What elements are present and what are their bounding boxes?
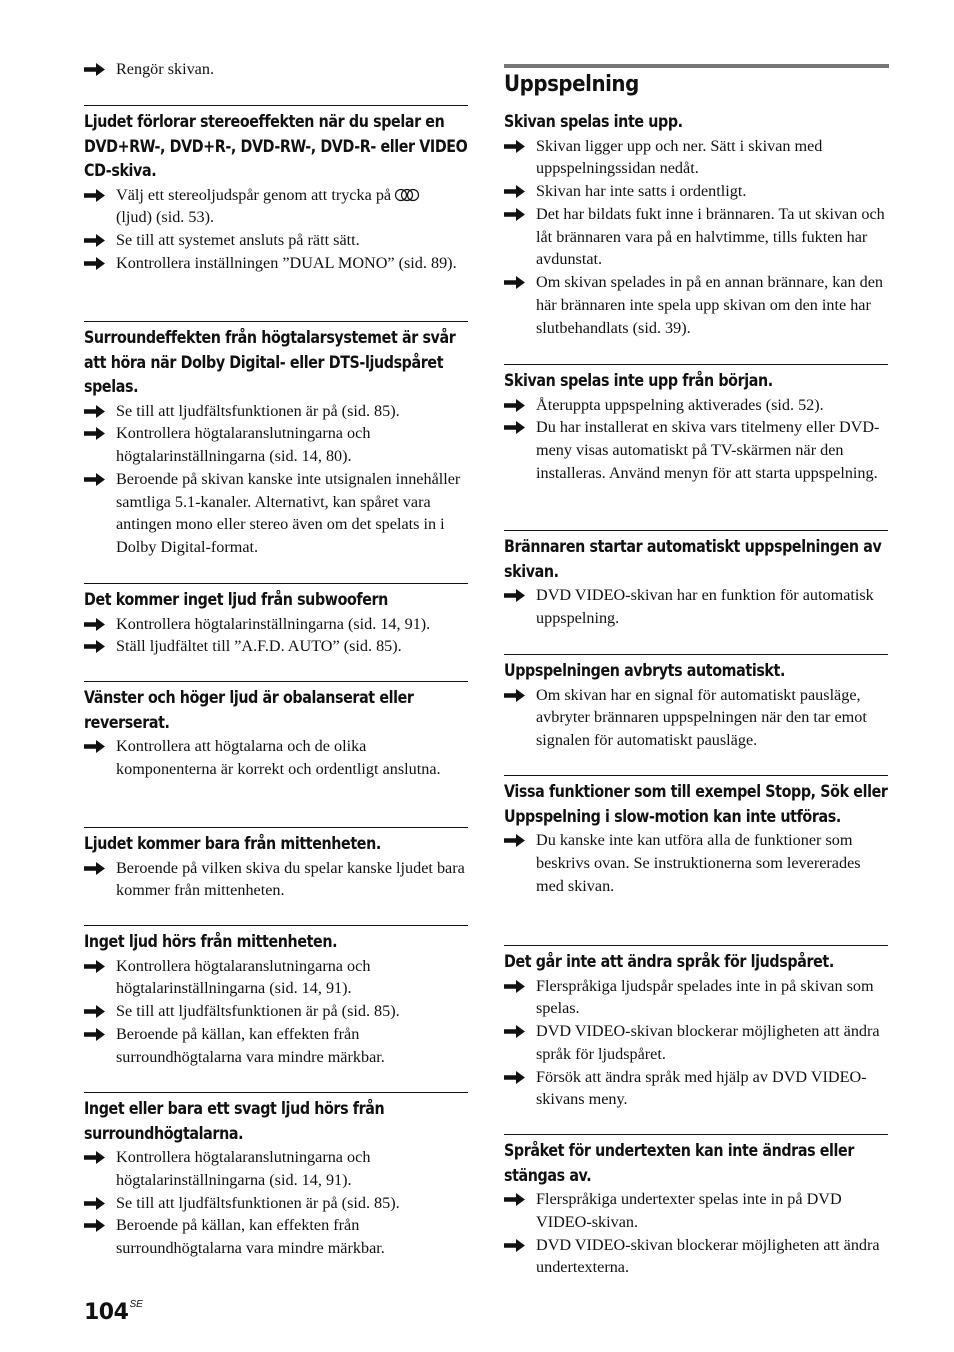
right-arrow-icon [84,234,105,247]
section-heading: Språket för undertexten kan inte ändras eller stängas av. [504,1141,855,1185]
list-item: Flerspråkiga ljudspår spelades inte in på skivan som spelas. [504,975,888,1021]
right-arrow-icon [84,257,105,270]
list-item: Du har installerat en skiva vars titelmeny eller DVD-meny visas automatiskt på TV-skärmen när den installeras. Använd menyn för att starta uppspelning. [504,416,888,484]
list-item: Kontrollera att högtalarna och de olika komponenterna är korrekt och ordentligt anslutna. [84,735,468,781]
list-item: Kontrollera högtalaranslutningarna och högtalarinställningarna (sid. 14, 91). [84,955,468,1001]
section-heading: Inget eller bara ett svagt ljud hörs från surroundhögtalarna. [84,1099,385,1143]
right-arrow-icon [504,276,525,289]
section-heading: Skivan spelas inte upp. [504,112,683,131]
right-arrow-icon [504,980,525,993]
list-item: Om skivan har en signal för automatiskt pausläge, avbryter brännaren uppspelningen när den tar emot signalen för automatiskt pausläge. [504,684,888,752]
list-item: Beroende på källan, kan effekten från surroundhögtalarna vara mindre märkbar. [84,1214,468,1260]
trouble-section [84,925,468,1068]
trouble-section [84,583,468,658]
right-arrow-icon [504,1239,525,1252]
right-arrow-icon [504,834,525,847]
trouble-section [504,110,888,340]
list-item: Se till att ljudfältsfunktionen är på (sid. 85). [84,1192,468,1215]
page-number: $104^{SE}$ [84,1299,143,1325]
page-title: Uppspelning [504,72,639,97]
list-item: Beroende på skivan kanske inte utsignalen innehåller samtliga 5.1-kanaler. Alternativt, kan spåret vara antingen mono eller stereo även om det spelats in i Dolby Digital-format. [84,468,468,559]
audio-button-icon [394,188,420,202]
right-arrow-icon [84,1197,105,1210]
list-item: Det har bildats fukt inne i brännaren. Ta ut skivan och låt brännaren vara på en halvtimme, tills fukten har avdunstat. [504,203,888,271]
right-arrow-icon [504,1071,525,1084]
list-item: Se till att ljudfältsfunktionen är på (sid. 85). [84,1000,468,1023]
list-item: DVD VIDEO-skivan blockerar möjligheten att ändra undertexterna. [504,1234,888,1280]
list-item: Se till att systemet ansluts på rätt sätt. [84,229,468,252]
right-arrow-icon [504,589,525,602]
list-item: Återuppta uppspelning aktiverades (sid. 52). [504,394,888,417]
right-arrow-icon [84,640,105,653]
right-arrow-icon [504,185,525,198]
list-item: Skivan har inte satts i ordentligt. [504,180,888,203]
list-item: DVD VIDEO-skivan blockerar möjligheten att ändra språk för ljudspåret. [504,1020,888,1066]
section-heading: Vänster och höger ljud är obalanserat eller reverserat. [84,688,414,732]
section-heading: Ljudet förlorar stereoeffekten när du spelar en DVD+RW-, DVD+R-, DVD-RW-, DVD-R- eller VIDEO CD-skiva. [84,112,468,180]
right-arrow-icon [84,1028,105,1041]
trouble-section [504,775,888,897]
list-item: Skivan ligger upp och ner. Sätt i skivan med uppspelningssidan nedåt. [504,135,888,181]
trouble-section [84,1092,468,1260]
list-item: Beroende på vilken skiva du spelar kanske ljudet bara kommer från mittenheten. [84,857,468,903]
list-item: Försök att ändra språk med hjälp av DVD VIDEO-skivans meny. [504,1066,888,1112]
section-heading: Inget ljud hörs från mittenheten. [84,932,338,951]
trouble-section [504,945,888,1111]
right-arrow-icon [84,618,105,631]
right-arrow-icon [84,405,105,418]
trouble-section [84,105,468,275]
right-arrow-icon [504,1025,525,1038]
right-arrow-icon [504,1193,525,1206]
list-item: Om skivan spelades in på en annan brännare, kan den här brännaren inte spela upp skivan om den inte har slutbehandlats (sid. 39). [504,271,888,339]
list-item: Kontrollera högtalarinställningarna (sid. 14, 91). [84,613,468,636]
right-arrow-icon [504,208,525,221]
right-arrow-icon [84,189,105,202]
section-heading: Surroundeffekten från högtalarsystemet är svår att höra när Dolby Digital- eller DTS-ljudspåret spelas. [84,328,456,396]
right-arrow-icon [504,689,525,702]
section-heading: Skivan spelas inte upp från början. [504,371,773,390]
right-arrow-icon [84,1005,105,1018]
section-heading: Det kommer inget ljud från subwoofern [84,590,388,609]
list-item: Kontrollera högtalaranslutningarna och högtalarinställningarna (sid. 14, 80). [84,422,468,468]
right-arrow-icon [84,63,105,76]
right-arrow-icon [504,140,525,153]
trouble-section [84,321,468,559]
list-item: Se till att ljudfältsfunktionen är på (sid. 85). [84,400,468,423]
list-item: Välj ett stereoljudspår genom att trycka på (ljud) (sid. 53). [84,184,468,230]
list-item: Flerspråkiga undertexter spelas inte in på DVD VIDEO-skivan. [504,1188,888,1234]
trouble-section [84,827,468,902]
right-arrow-icon [504,399,525,412]
section-title-rule [504,64,889,68]
list-item: Beroende på källan, kan effekten från surroundhögtalarna vara mindre märkbar. [84,1023,468,1069]
list-item: Kontrollera inställningen ”DUAL MONO” (sid. 89). [84,252,468,275]
right-arrow-icon [84,473,105,486]
list-item: Ställ ljudfältet till ”A.F.D. AUTO” (sid. 85). [84,635,468,658]
section-heading: Brännaren startar automatiskt uppspelningen av skivan. [504,537,882,581]
intro-list [84,58,468,81]
trouble-section [504,1134,888,1279]
trouble-section [504,530,888,630]
trouble-section [504,654,888,752]
list-item: Rengör skivan. [84,58,468,81]
right-arrow-icon [84,1219,105,1232]
trouble-section [84,681,468,781]
right-arrow-icon [84,862,105,875]
list-item: Kontrollera högtalaranslutningarna och högtalarinställningarna (sid. 14, 91). [84,1146,468,1192]
section-heading: Det går inte att ändra språk för ljudspåret. [504,952,834,971]
list-item: DVD VIDEO-skivan har en funktion för automatisk uppspelning. [504,584,888,630]
list-item: Du kanske inte kan utföra alla de funktioner som beskrivs ovan. Se instruktionerna som levererades med skivan. [504,829,888,897]
section-heading: Uppspelningen avbryts automatiskt. [504,661,786,680]
trouble-section [504,364,888,485]
right-arrow-icon [84,740,105,753]
right-arrow-icon [84,427,105,440]
section-heading: Ljudet kommer bara från mittenheten. [84,834,381,853]
right-arrow-icon [84,960,105,973]
right-arrow-icon [84,1151,105,1164]
page-suffix: SE [129,1299,143,1310]
section-heading: Vissa funktioner som till exempel Stopp, Sök eller Uppspelning i slow-motion kan inte utföras. [504,782,888,826]
right-arrow-icon [504,421,525,434]
